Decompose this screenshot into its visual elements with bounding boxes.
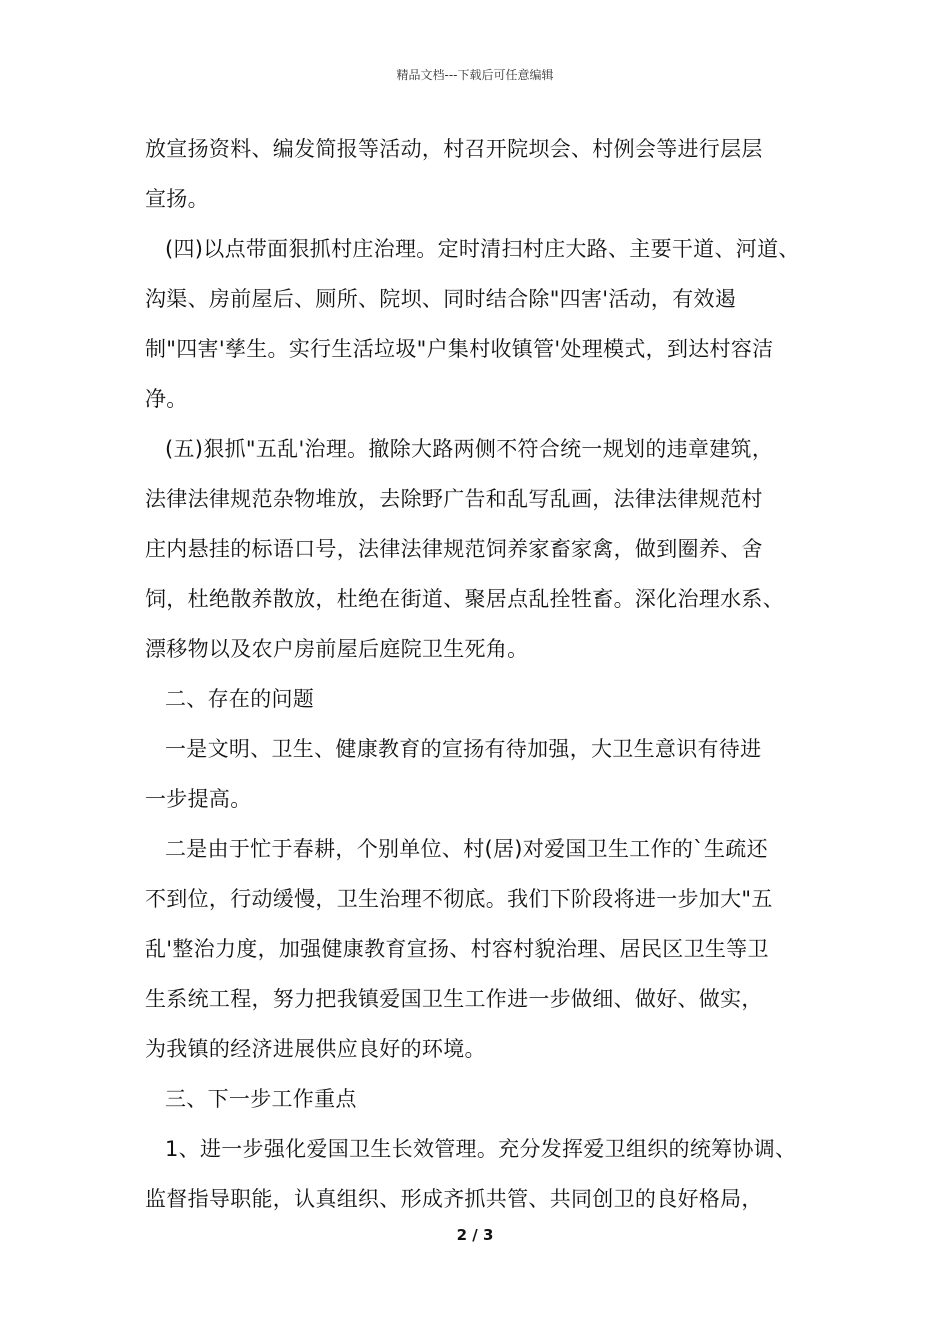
text-line: 一步提高。 (145, 787, 252, 811)
text-line: 放宣扬资料、编发简报等活动，村召开院坝会、村例会等进行层层 (145, 137, 763, 161)
text-line: 漂移物以及农户房前屋后庭院卫生死角。 (145, 637, 529, 661)
section-heading: 二、存在的问题 (165, 687, 315, 711)
text-line: 一是文明、卫生、健康教育的宣扬有待加强，大卫生意识有待进 (165, 737, 762, 761)
text-line: 净。 (145, 387, 188, 411)
text-line: 1、进一步强化爱国卫生长效管理。充分发挥爱卫组织的统筹协调、 (165, 1137, 797, 1161)
text-line: 宣扬。 (145, 187, 209, 211)
text-line: 饲，杜绝散养散放，杜绝在街道、聚居点乱拴牲畜。深化治理水系、 (145, 587, 784, 611)
text-line: 沟渠、房前屋后、厕所、院坝、同时结合除"四害'活动，有效遏 (145, 287, 737, 311)
text-line: 不到位，行动缓慢，卫生治理不彻底。我们下阶段将进一步加大"五 (145, 887, 773, 911)
text-line: (五)狠抓"五乱'治理。撤除大路两侧不符合统一规划的违章建筑， (165, 437, 774, 461)
text-line: (四)以点带面狠抓村庄治理。定时清扫村庄大路、主要干道、河道、 (165, 237, 800, 261)
text-line: 为我镇的经济进展供应良好的环境。 (145, 1037, 486, 1061)
text-line: 法律法律规范杂物堆放，去除野广告和乱写乱画，法律法律规范村 (145, 487, 763, 511)
text-line: 二是由于忙于春耕，个别单位、村(居)对爱国卫生工作的`生疏还 (165, 837, 768, 861)
text-line: 庄内悬挂的标语口号，法律法律规范饲养家畜家禽，做到圈养、舍 (145, 537, 763, 561)
text-line: 乱'整治力度，加强健康教育宣扬、村容村貌治理、居民区卫生等卫 (145, 937, 769, 961)
text-line: 监督指导职能，认真组织、形成齐抓共管、共同创卫的良好格局， (145, 1187, 763, 1211)
page-header: 精品文档---下载后可任意编辑 (396, 68, 554, 82)
section-heading: 三、下一步工作重点 (165, 1087, 357, 1111)
text-line: 生系统工程，努力把我镇爱国卫生工作进一步做细、做好、做实， (145, 987, 763, 1011)
text-line: 制"四害'孳生。实行生活垃圾"户集村收镇管'处理模式，到达村容洁 (145, 337, 774, 361)
page-number: 2 / 3 (456, 1226, 494, 1244)
document-body (145, 124, 835, 1224)
